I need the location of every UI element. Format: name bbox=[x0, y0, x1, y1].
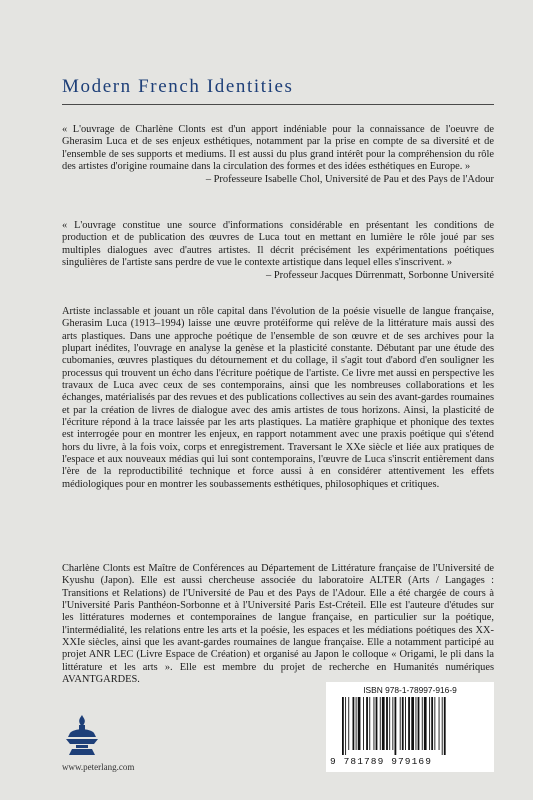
isbn-label: ISBN 978-1-78997-916-9 bbox=[363, 685, 457, 695]
quote-attribution: – Professeure Isabelle Chol, Université de Pau et des Pays de l'Adour bbox=[205, 174, 494, 186]
quote-attribution: – Professeur Jacques Dürrenmatt, Sorbonne Université bbox=[266, 270, 494, 282]
barcode-bars bbox=[340, 697, 486, 755]
endorsement-quote-1 bbox=[62, 124, 494, 187]
isbn-barcode bbox=[326, 682, 494, 772]
publisher-website: www.peterlang.com bbox=[62, 762, 135, 772]
quote-text: « L'ouvrage de Charlène Clonts est d'un apport indéniable pour la connaissance de l'oeuvre de Gherasim Luca et de ses enjeux esthétiques, notamment par la prise en compte de sa diversité et de l'ensemble de ses supports et mediums. Il est aussi du plus grand intérêt pour la compréhension du rôle des artistes d'origine roumaine dans la circulation des formes et des idées esthétiques en Europe. » bbox=[62, 124, 494, 173]
description-text: Artiste inclassable et jouant un rôle capital dans l'évolution de la poésie visuelle de langue française, Gherasim Luca (1913–1994) laisse une œuvre protéiforme qui relève de la littérature mais aussi des arts plastiques. Dans une approche poétique de l'ensemble de son œuvre et de ses archives pour la plupart inédites, l'ouvrage en analyse la genèse et la plasticité constante. Débutant par une étude des cubomanies, œuvres plastiques du détournement et du collage, il s'agit tout d'abord d'en souligner les processus qui trouvent un écho dans l'écriture poétique de l'artiste. Ce livre met aussi en perspective les travaux de Luca avec ceux de ses contemporains, ainsi que les nombreuses collaborations et les échanges, matérialisés par des revues et des publications collectives au sein des avant-gardes roumaines et par la création de livres de dialogue avec des amis artistes de tous horizons. Ainsi, la plasticité de l'écriture répond à la trace laissée par les arts plastiques. La matière graphique et phonique des textes est interrogée pour en montrer les enjeux, en rapport notamment avec une praxis poétique qui s'étend hors du livre, à la fois voix, corps et enregistrement. Traversant le XXe siècle et liée aux pratiques de l'espace et aux nouveaux médias qui lui sont contemporains, l'œuvre de Luca s'inscrit entièrement dans l'ère de la reproductibilité technique et force aussi à en considérer attentivement les effets médiologiques pour en montrer les soubassements esthétiques, philosophiques et critiques. bbox=[62, 306, 494, 490]
peter-lang-lamp-icon bbox=[64, 713, 100, 757]
barcode-digits: 9 781789 979169 bbox=[330, 756, 433, 767]
bio-text: Charlène Clonts est Maître de Conférences au Département de Littérature française de l'Université de Kyushu (Japon). Elle est aussi chercheuse associée du laboratoire ALTER (Arts / Langages : Transitions et Relations) de l'Université de Pau et des Pays de l'Adour. Elle a été chargée de cours à l'Université Paris Panthéon-Sorbonne et à l'Université Paris Est-Créteil. Elle est l'auteure d'études sur les littératures modernes et contemporaines de langue française, en particulier sur la poétique, l'intermédialité, les relations entre les arts et la poésie, les espaces et les médiations poétiques des XX-XXIe siècles, ainsi que les avant-gardes roumaines de langue française. Elle a notamment participé au projet ANR LEC (Livre Espace de Création) et organisé au Japon le colloque « Origami, le pli dans la littérature et les arts ». Elle est membre du projet de recherche en Humanités numériques AVANTGARDES. bbox=[62, 563, 494, 686]
author-bio bbox=[62, 563, 494, 686]
series-divider bbox=[62, 104, 494, 105]
series-title: Modern French Identities bbox=[62, 76, 294, 97]
quote-text: « L'ouvrage constitue une source d'informations considérable en présentant les conditions de production et de publication des œuvres de Luca tout en mettant en lumière le rôle joué par ses multiples dialogues avec d'autres artistes. Il décrit précisément les expérimentations poétiques singulières de l'artiste sans perdre de vue le contexte artistique dans lequel elles s'inscrivent. » bbox=[62, 220, 494, 269]
endorsement-quote-2 bbox=[62, 220, 494, 283]
book-description bbox=[62, 306, 494, 491]
